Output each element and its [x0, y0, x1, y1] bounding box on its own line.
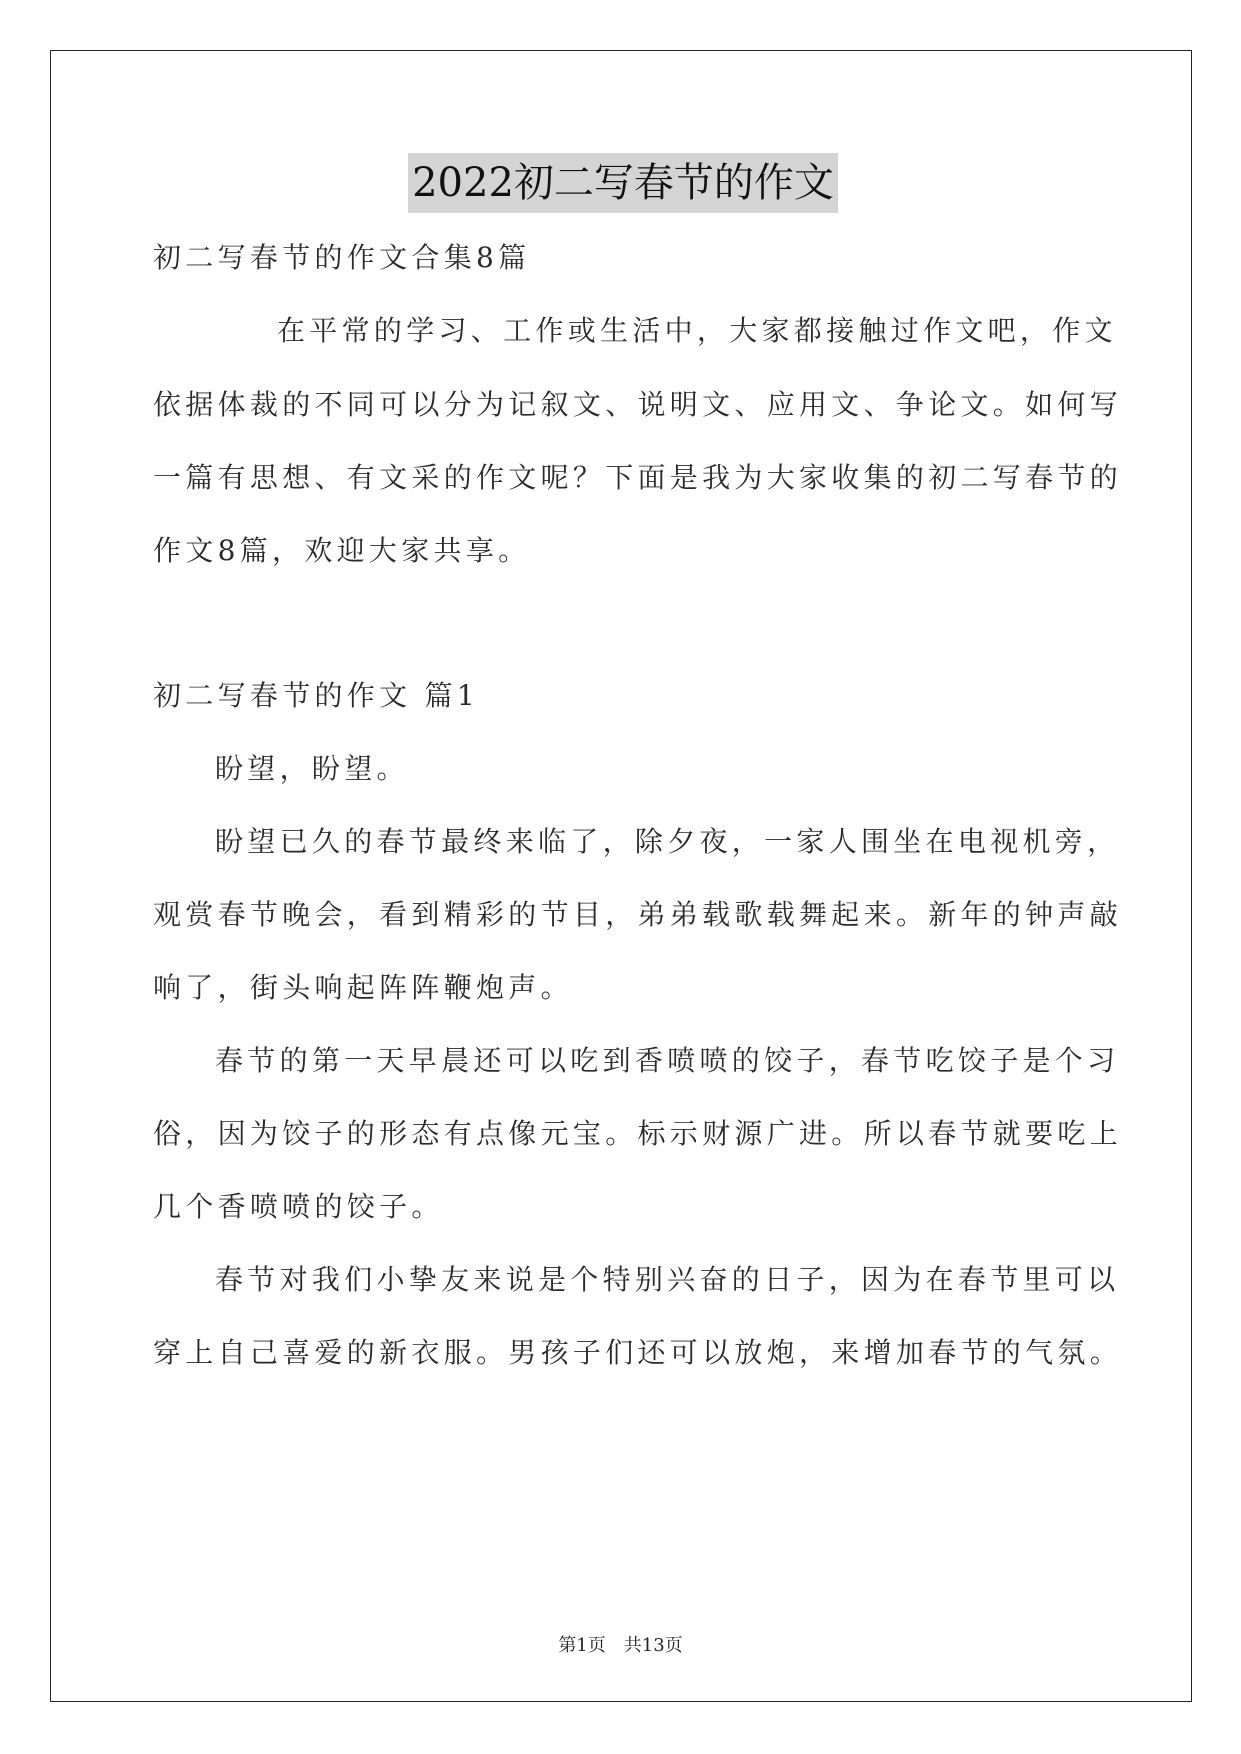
body-line: 盼望已久的春节最终来临了，除夕夜，一家人围坐在电视机旁， [215, 825, 1120, 858]
page-border [50, 50, 1192, 1702]
document-title: 2022初二写春节的作文 [408, 153, 838, 213]
body-line: 俗，因为饺子的形态有点像元宝。标示财源广进。所以春节就要吃上 [153, 1117, 1123, 1150]
section-heading: 初二写春节的作文 篇1 [153, 679, 480, 712]
intro-line: 在平常的学习、工作或生活中，大家都接触过作文吧，作文 [277, 314, 1117, 347]
body-line: 响了，街头响起阵阵鞭炮声。 [153, 971, 573, 1004]
body-line: 盼望，盼望。 [215, 752, 409, 785]
body-line: 春节对我们小挚友来说是个特别兴奋的日子，因为在春节里可以 [215, 1263, 1120, 1296]
body-line: 观赏春节晚会，看到精彩的节目，弟弟载歌载舞起来。新年的钟声敲 [153, 898, 1123, 931]
body-line: 春节的第一天早晨还可以吃到香喷喷的饺子，春节吃饺子是个习 [215, 1044, 1120, 1077]
body-line: 几个香喷喷的饺子。 [153, 1190, 444, 1223]
document-subtitle: 初二写春节的作文合集8篇 [153, 241, 531, 274]
page-footer: 第1页 共13页 [558, 1635, 683, 1656]
title-wrap [153, 153, 1093, 213]
intro-line: 依据体裁的不同可以分为记叙文、说明文、应用文、争论文。如何写 [153, 388, 1123, 421]
body-line: 穿上自己喜爱的新衣服。男孩子们还可以放炮，来增加春节的气氛。 [153, 1336, 1123, 1369]
intro-line: 一篇有思想、有文采的作文呢？下面是我为大家收集的初二写春节的 [153, 461, 1123, 494]
intro-line: 作文8篇，欢迎大家共享。 [153, 534, 531, 567]
